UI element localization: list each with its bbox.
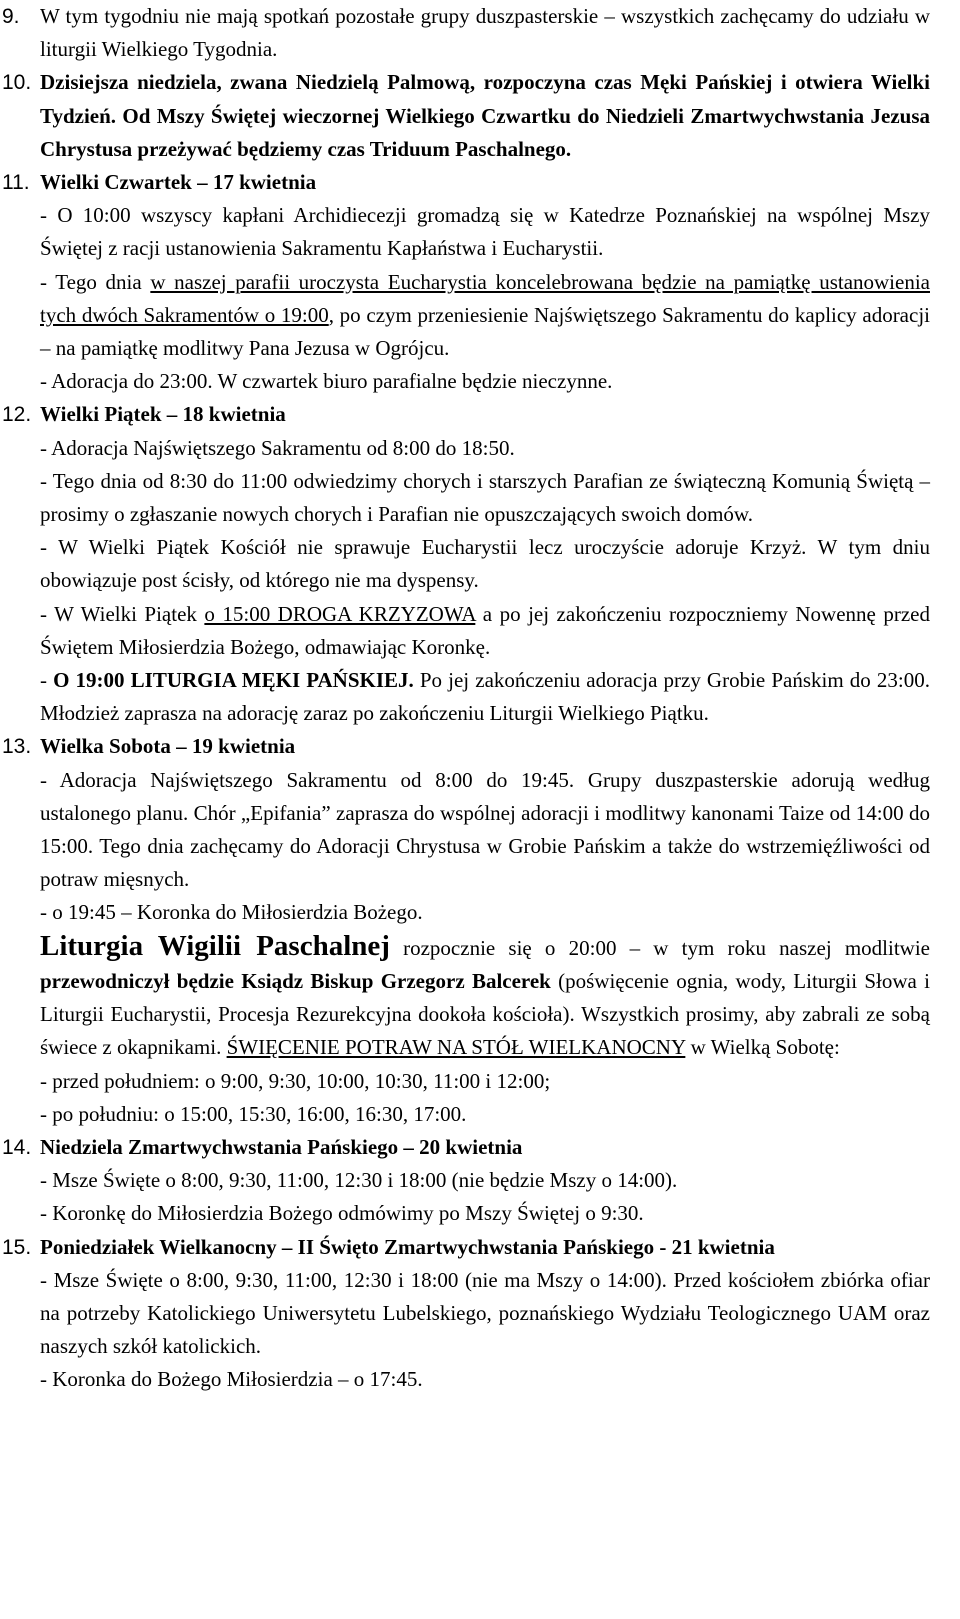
vigil-section	[40, 930, 930, 1131]
item-number: 11.	[2, 171, 30, 195]
item-11	[0, 166, 930, 199]
item-14-details	[40, 1164, 930, 1230]
paragraph: - O 10:00 wszyscy kapłani Archidiecezji gromadzą się w Katedrze Poznańskiej na wspólnej Mszy Świętej z racji ustanowienia Sakramentu Kapłaństwa i Eucharystii.	[40, 203, 930, 261]
item-heading: Niedziela Zmartwychwstania Pańskiego – 20 kwietnia	[40, 1134, 523, 1159]
paragraph: - O 19:00 LITURGIA MĘKI PAŃSKIEJ. Po jej zakończeniu adoracja przy Grobie Pańskim do 23:00. Młodzież zaprasza na adorację zaraz po zakończeniu Liturgii Wielkiego Piątku.	[40, 668, 930, 726]
paragraph: - Adoracja do 23:00. W czwartek biuro parafialne będzie nieczynne.	[40, 369, 613, 394]
item-number: 13.	[2, 735, 32, 759]
paragraph: - Adoracja Najświętszego Sakramentu od 8:00 do 18:50.	[40, 435, 515, 460]
paragraph: - Adoracja Najświętszego Sakramentu od 8:00 do 19:45. Grupy duszpasterskie adorują według ustalonego planu. Chór „Epifania” zaprasza do wspólnej adoracji i modlitwy kanonami Taize od 14:00 do 15:00. Tego dnia zachęcamy do Adoracji Chrystusa w Grobie Pańskim a także do wstrzemięźliwości od potraw mięsnych.	[40, 767, 930, 892]
bold-text: przewodniczył będzie Ksiądz Biskup Grzegorz Balcerek	[40, 968, 551, 993]
item-body	[40, 166, 930, 199]
paragraph: - W Wielki Piątek Kościół nie sprawuje Eucharystii lecz uroczyście adoruje Krzyż. W tym dniu obowiązuje post ścisły, od którego nie ma dyspensy.	[40, 535, 930, 593]
item-body	[40, 1231, 930, 1264]
underlined-text: ŚWIĘCENIE POTRAW NA STÓŁ WIELKANOCNY	[226, 1035, 686, 1060]
item-9	[0, 0, 930, 66]
item-13-details	[40, 764, 930, 930]
item-body	[40, 398, 930, 431]
paragraph: Liturgia Wigilii Paschalnej rozpocznie się o 20:00 – w tym roku naszej modlitwie przewodniczył będzie Ksiądz Biskup Grzegorz Balcerek (poświęcenie ognia, wody, Liturgii Słowa i Liturgii Eucharystii, Procesja Rezurekcyjna dookoła kościoła). Wszystkich prosimy, aby zabrali ze sobą świece z okapnikami. ŚWIĘCENIE POTRAW NA STÓŁ WIELKANOCNY w Wielką Sobotę:	[40, 929, 931, 1060]
underlined-text: o 15:00 DROGA KRZYZOWA	[204, 601, 476, 626]
paragraph: - Koronka do Bożego Miłosierdzia – o 17:45.	[40, 1367, 423, 1392]
item-number: 12.	[2, 403, 32, 427]
item-number: 14.	[2, 1135, 32, 1159]
paragraph: - Msze Święte o 8:00, 9:30, 11:00, 12:30 i 18:00 (nie ma Mszy o 14:00). Przed kościołem zbiórka ofiar na potrzeby Katolickiego Uniwersytetu Lubelskiego, poznańskiego Wydziału Teologicznego UAM oraz naszych szkół katolickich.	[40, 1267, 930, 1359]
paragraph: - Koronkę do Miłosierdzia Bożego odmówimy po Mszy Świętej o 9:30.	[40, 1201, 644, 1226]
item-body	[40, 1131, 930, 1164]
paragraph: - W Wielki Piątek o 15:00 DROGA KRZYZOWA a po jej zakończeniu rozpoczniemy Nowennę przed Świętem Miłosierdzia Bożego, odmawiając Koronkę.	[40, 601, 930, 659]
item-12-details	[40, 432, 930, 731]
item-body	[40, 730, 930, 763]
vigil-title: Liturgia Wigilii Paschalnej	[40, 929, 390, 962]
item-number: 9.	[2, 5, 20, 28]
paragraph: - Msze Święte o 8:00, 9:30, 11:00, 12:30 i 18:00 (nie będzie Mszy o 14:00).	[40, 1168, 678, 1193]
bold-text: O 19:00 LITURGIA MĘKI PAŃSKIEJ.	[53, 668, 414, 693]
item-13	[0, 730, 930, 763]
paragraph: - Tego dnia w naszej parafii uroczysta Eucharystia koncelebrowana będzie na pamiątkę ustanowienia tych dwóch Sakramentów o 19:00, po czym przeniesienie Najświętszego Sakramentu do kaplicy adoracji – na pamiątkę modlitwy Pana Jezusa w Ogrójcu.	[40, 269, 930, 361]
paragraph: - o 19:45 – Koronka do Miłosierdzia Bożego.	[40, 900, 423, 925]
item-heading: Wielka Sobota – 19 kwietnia	[40, 734, 296, 759]
item-text: Dzisiejsza niedziela, zwana Niedzielą Palmową, rozpoczyna czas Męki Pańskiej i otwiera Wielki Tydzień. Od Mszy Świętej wieczornej Wielkiego Czwartku do Niedzieli Zmartwychwstania Jezusa Chrystusa przeżywać będziemy czas Triduum Paschalnego.	[40, 70, 930, 161]
paragraph: - po południu: o 15:00, 15:30, 16:00, 16:30, 17:00.	[40, 1101, 467, 1126]
item-body	[40, 0, 930, 66]
item-14	[0, 1131, 930, 1164]
item-15-details	[40, 1264, 930, 1397]
item-15	[0, 1231, 930, 1264]
item-heading: Wielki Czwartek – 17 kwietnia	[40, 170, 317, 195]
item-11-details	[40, 199, 930, 398]
item-number: 10.	[2, 71, 32, 95]
item-heading: Wielki Piątek – 18 kwietnia	[40, 402, 286, 427]
paragraph: - Tego dnia od 8:30 do 11:00 odwiedzimy chorych i starszych Parafian ze świąteczną Komunią Świętą – prosimy o zgłaszanie nowych chorych i Parafian nie opuszczających swoich domów.	[40, 468, 930, 527]
item-12	[0, 398, 930, 431]
item-10	[0, 66, 930, 166]
item-text: W tym tygodniu nie mają spotkań pozostałe grupy duszpasterskie – wszystkich zachęcamy do udziału w liturgii Wielkiego Tygodnia.	[40, 4, 930, 62]
item-heading: Poniedziałek Wielkanocny – II Święto Zmartwychwstania Pańskiego - 21 kwietnia	[40, 1234, 775, 1259]
underlined-text: w naszej parafii uroczysta Eucharystia koncelebrowana będzie na pamiątkę ustanowienia tych dwóch Sakramentów o 19:00	[40, 269, 930, 327]
item-number: 15.	[2, 1235, 32, 1259]
paragraph: - przed południem: o 9:00, 9:30, 10:00, 10:30, 11:00 i 12:00;	[40, 1068, 551, 1093]
item-body	[40, 66, 930, 166]
